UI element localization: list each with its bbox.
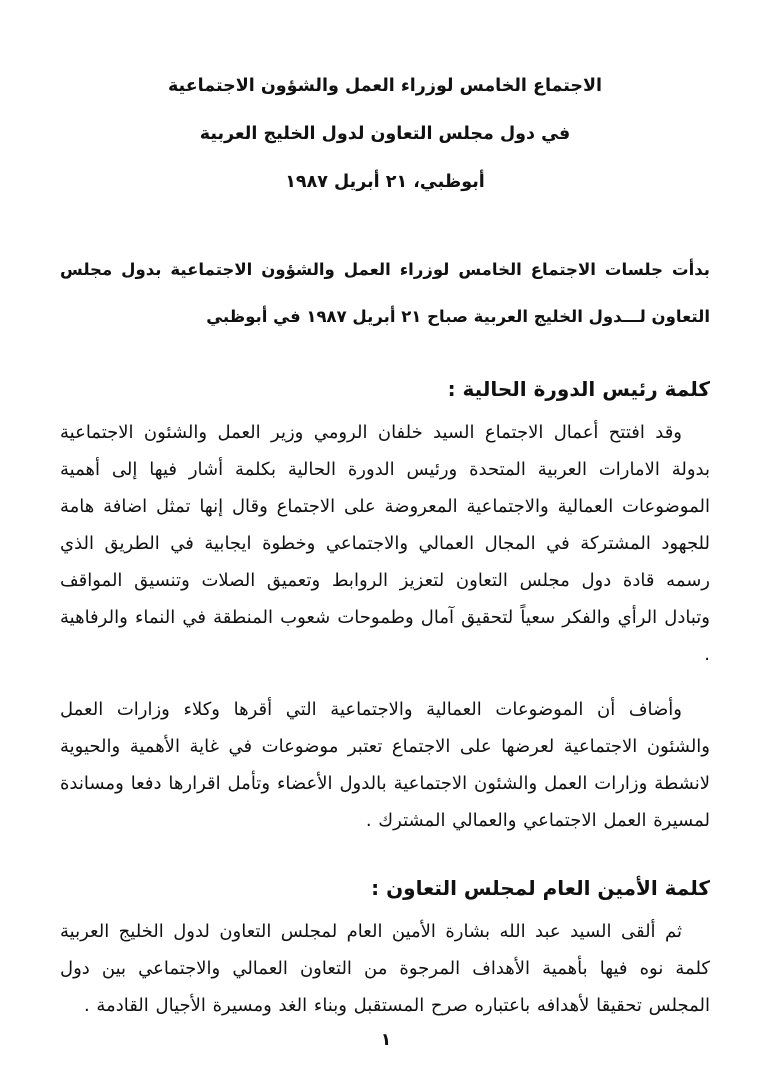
president-speech-paragraph-1: وقد افتتح أعمال الاجتماع السيد خلفان الرومي وزير العمل والشئون الاجتماعية بدولة الامارات العربية المتحدة ورئيس الدورة الحالية بكلمة أشار فيها إلى أهمية الموضوعات العمالية والاجتماعية المعروضة على الاجتماع وقال إنها تمثل اضافة هامة للجهود المشتركة في المجال العمالي والاجتماعي وخطوة ايجابية في الطريق الذي رسمه قادة دول مجلس التعاون لتعزيز الروابط وتعميق الصلات وتنسيق المواقف وتبادل الرأي والفكر سعياً لتحقيق آمال وطموحات شعوب المنطقة في النماء والرفاهية .	[60, 422, 710, 665]
president-speech-paragraph-2: وأضاف أن الموضوعات العمالية والاجتماعية التي أقرها وكلاء وزارات العمل والشئون الاجتماعية لعرضها على الاجتماع تعتبر موضوعات في غاية الأهمية والحيوية لانشطة وزارات العمل والشئون الاجتماعية بالدول الأعضاء وتأمل اقرارها دفعا ومساندة لمسيرة العمل الاجتماعي والعمالي المشترك .	[60, 699, 710, 831]
page-number: ١	[380, 1030, 392, 1050]
document-title	[60, 62, 710, 206]
secretary-general-speech-paragraph: ثم ألقى السيد عبد الله بشارة الأمين العام لمجلس التعاون لدول الخليج العربية كلمة نوه فيها بأهمية الأهداف المرجوة من التعاون العمالي والاجتماعي بين دول المجلس تحقيقا لأهدافه باعتباره صرح المستقبل وبناء الغد ومسيرة الأجيال القادمة .	[60, 921, 710, 1016]
section-secretary-general-speech	[60, 873, 710, 1024]
section-session-president-speech	[60, 374, 710, 839]
intro-paragraph: بدأت جلسات الاجتماع الخامس لوزراء العمل والشؤون الاجتماعية بدول مجلس التعاون لـــدول الخليج العربية صباح ٢١ أبريل ١٩٨٧ في أبوظبي	[60, 260, 710, 326]
title-line-meeting: الاجتماع الخامس لوزراء العمل والشؤون الاجتماعية	[167, 76, 603, 96]
title-line-date-place: أبوظبي، ٢١ أبريل ١٩٨٧	[285, 172, 485, 192]
section-heading-secretary-general: كلمة الأمين العام لمجلس التعاون :	[371, 876, 710, 900]
title-line-council: في دول مجلس التعاون لدول الخليج العربية	[199, 124, 571, 144]
section-heading-president: كلمة رئيس الدورة الحالية :	[447, 377, 710, 401]
